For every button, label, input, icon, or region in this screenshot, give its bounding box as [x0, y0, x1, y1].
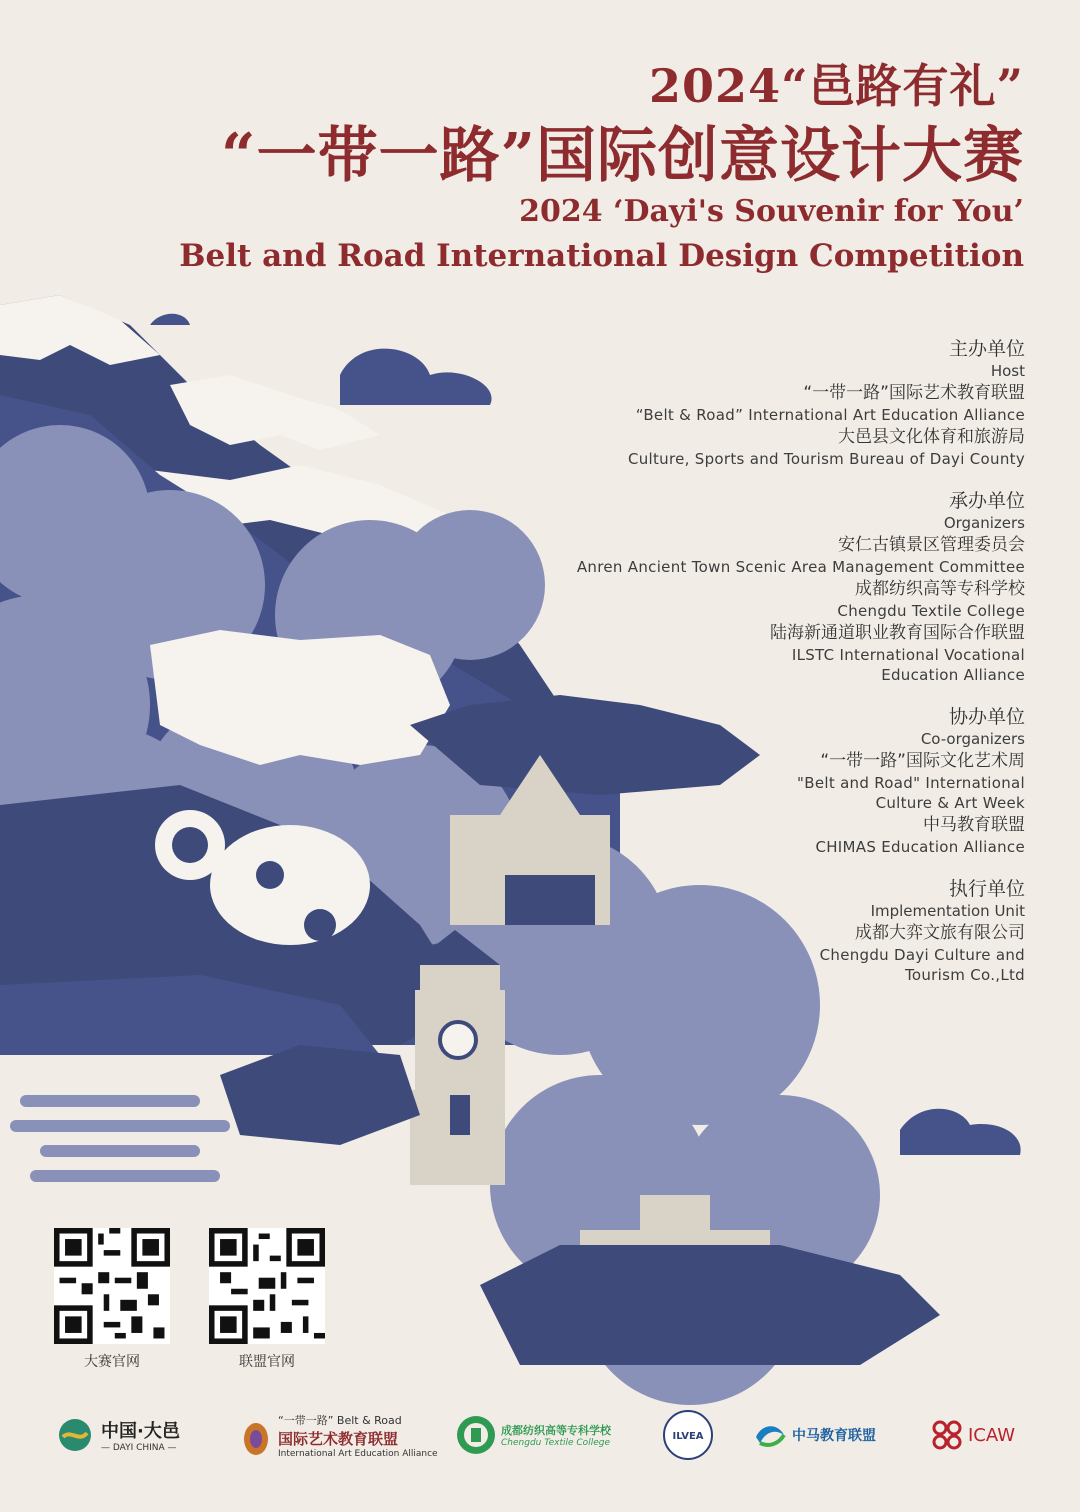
qr-label-alliance: 联盟官网 — [239, 1354, 295, 1370]
section-heading-cn: 承办单位 — [948, 490, 1025, 512]
section-heading-en: Implementation Unit — [870, 902, 1025, 920]
org-name-en: Tourism Co.,Ltd — [904, 966, 1025, 984]
org-name-en: "Belt and Road" International — [797, 774, 1025, 792]
cloud-3 — [900, 1109, 1021, 1155]
section-heading-en: Host — [990, 362, 1025, 380]
section-heading-cn: 协办单位 — [948, 706, 1025, 728]
ilvea-logo-icon — [662, 1409, 714, 1461]
credit-section-host — [577, 337, 1025, 469]
org-name-cn: “一带一路”国际文化艺术周 — [820, 751, 1025, 771]
section-heading-cn: 执行单位 — [948, 878, 1025, 900]
alliance-logo-icon — [238, 1411, 274, 1459]
credit-section-coorganizers — [577, 705, 1025, 857]
dark-mound — [220, 1045, 420, 1145]
org-name-en: Chengdu Textile College — [837, 602, 1025, 620]
title-en-line1: 2024 ‘Dayi's Souvenir for You’ — [519, 194, 1024, 229]
logo-chimas-alliance — [752, 1400, 876, 1470]
dayi-logo-cn: 中国·大邑 — [101, 1421, 180, 1442]
org-name-cn: 成都大弈文旅有限公司 — [855, 923, 1025, 943]
sponsor-logos — [0, 1400, 1080, 1470]
chimas-logo-text: 中马教育联盟 — [792, 1428, 876, 1444]
org-name-cn: 安仁古镇景区管理委员会 — [838, 535, 1025, 555]
org-name-cn: “一带一路”国际艺术教育联盟 — [803, 383, 1025, 403]
svg-text:ILVEA: ILVEA — [672, 1431, 704, 1442]
credits-block — [577, 337, 1025, 1005]
org-name-en: Culture, Sports and Tourism Bureau of Dayi County — [627, 450, 1025, 468]
title-cn-line1: 2024“邑路有礼” — [649, 59, 1024, 113]
title-cn-line2: “一带一路”国际创意设计大赛 — [220, 121, 1024, 191]
icaw-logo-text: ICAW — [968, 1424, 1016, 1446]
org-name-cn: 陆海新通道职业教育国际合作联盟 — [770, 623, 1025, 643]
alliance-logo-top: “一带一路” Belt & Road — [278, 1413, 402, 1427]
logo-icaw — [930, 1400, 1015, 1470]
dayi-logo-icon — [55, 1415, 95, 1455]
logo-chengdu-textile-college — [455, 1400, 611, 1470]
cloud-1 — [340, 349, 492, 405]
logo-ilvea — [662, 1400, 714, 1470]
chimas-logo-icon — [752, 1417, 788, 1453]
water-lines — [10, 1095, 230, 1182]
dark-base — [480, 1245, 940, 1365]
qr-label-competition: 大赛官网 — [84, 1354, 140, 1370]
textile-logo-cn: 成都纺织高等专科学校 — [501, 1424, 611, 1437]
title-en-line2: Belt and Road International Design Competition — [179, 238, 1024, 274]
textile-college-icon — [455, 1414, 497, 1456]
credit-section-implementation — [577, 877, 1025, 985]
alliance-logo-cn: 国际艺术教育联盟 — [278, 1429, 399, 1448]
alliance-logo-en: International Art Education Alliance — [278, 1448, 438, 1459]
logo-dayi-china — [55, 1400, 180, 1470]
cloud-2 — [150, 314, 190, 325]
org-name-en: Chengdu Dayi Culture and — [819, 946, 1025, 964]
org-name-en: CHIMAS Education Alliance — [815, 838, 1025, 856]
org-name-en: Education Alliance — [881, 666, 1025, 684]
section-heading-en: Co-organizers — [920, 730, 1025, 748]
org-name-cn: 中马教育联盟 — [923, 815, 1025, 835]
section-heading-en: Organizers — [943, 514, 1025, 532]
org-name-cn: 成都纺织高等专科学校 — [855, 579, 1025, 599]
credit-section-organizers — [577, 489, 1025, 685]
clock-tower — [410, 930, 505, 1185]
org-name-en: “Belt & Road” International Art Education Alliance — [635, 406, 1025, 424]
icaw-logo-icon — [930, 1418, 964, 1452]
qr-code-competition[interactable] — [54, 1228, 170, 1344]
org-name-en: Anren Ancient Town Scenic Area Management Committee — [576, 558, 1025, 576]
org-name-en: ILSTC International Vocational — [791, 646, 1025, 664]
textile-logo-en: Chengdu Textile College — [501, 1438, 610, 1448]
section-heading-cn: 主办单位 — [948, 338, 1025, 360]
org-name-en: Culture & Art Week — [875, 794, 1025, 812]
qr-code-alliance[interactable] — [209, 1228, 325, 1344]
org-name-cn: 大邑县文化体育和旅游局 — [838, 427, 1025, 447]
dayi-logo-en: — DAYI CHINA — — [101, 1443, 177, 1453]
logo-art-education-alliance — [238, 1400, 438, 1470]
